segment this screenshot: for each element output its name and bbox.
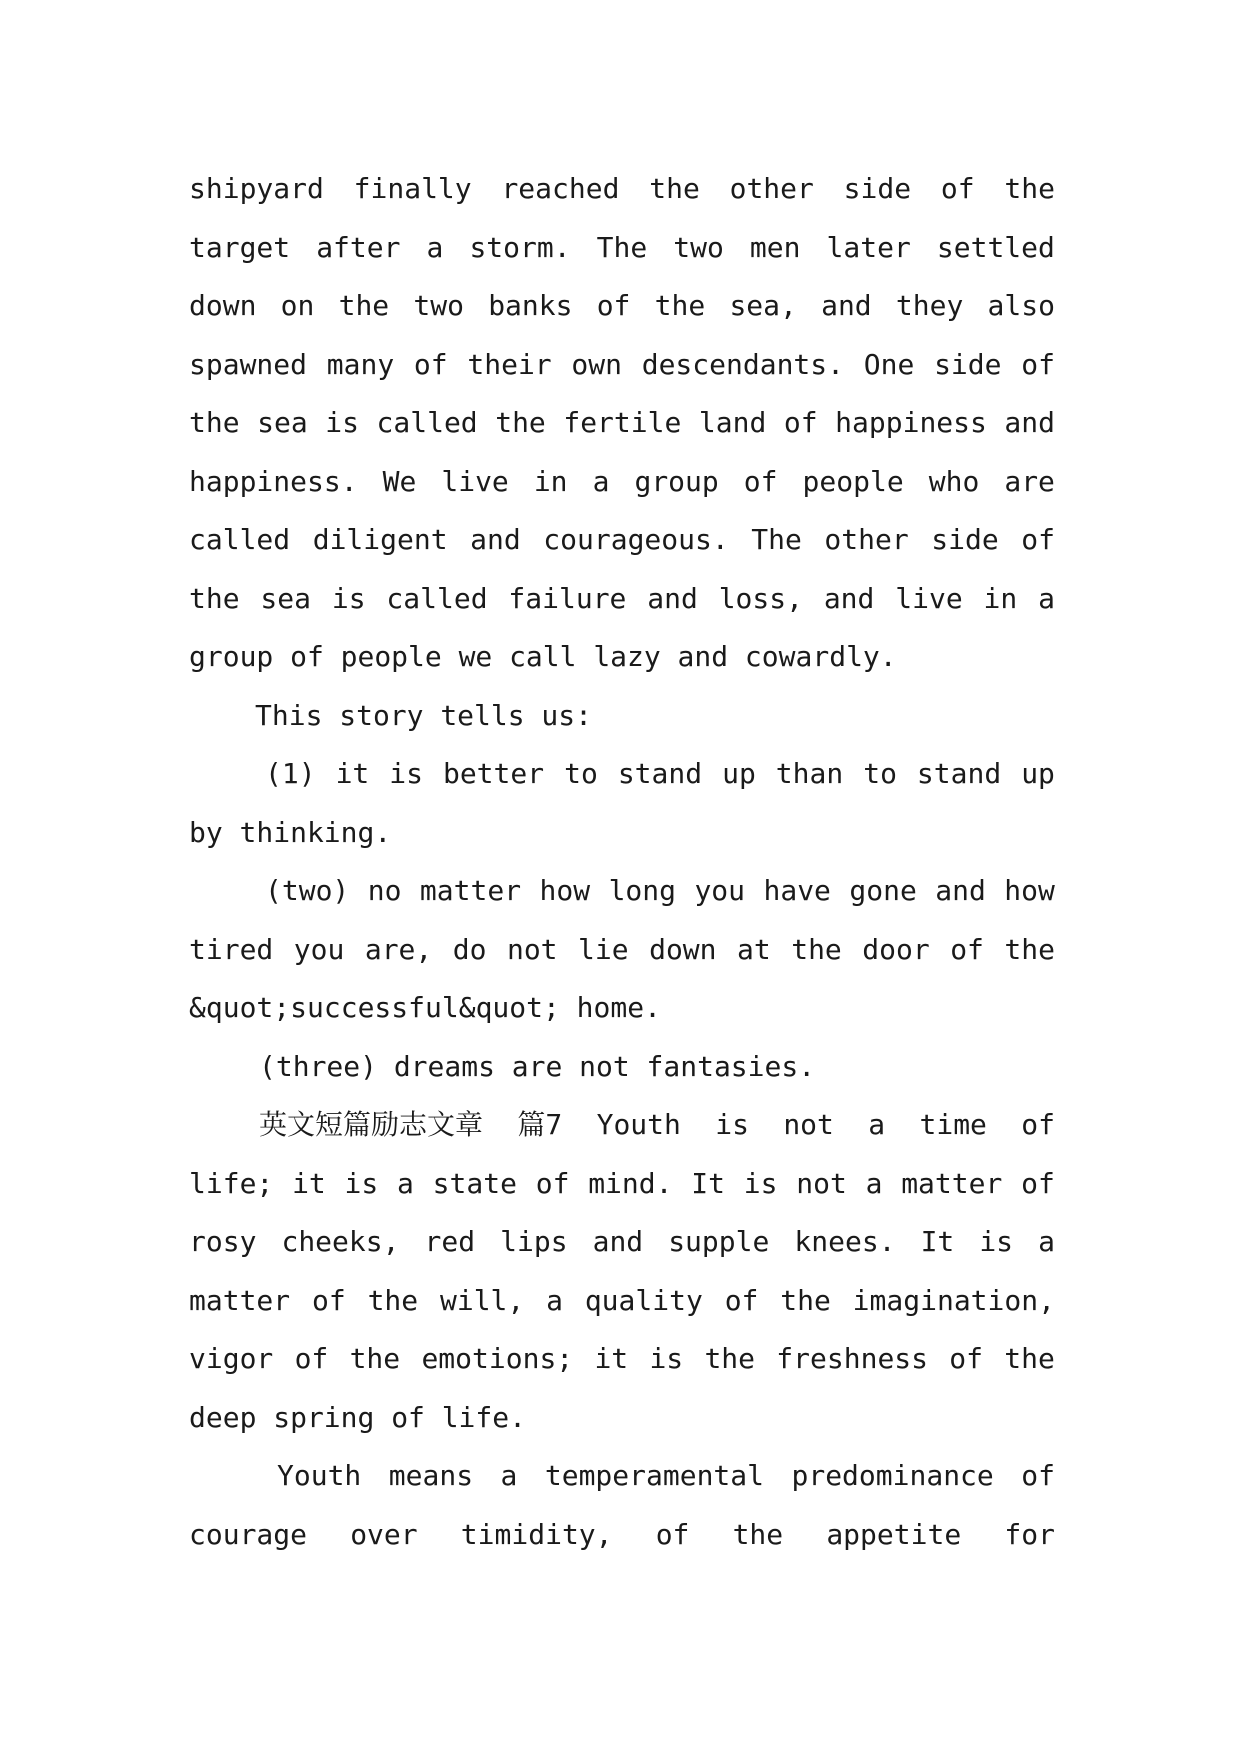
word: descendants. (641, 347, 845, 381)
word: and (821, 289, 872, 322)
word: in (533, 464, 568, 498)
word: are, (364, 932, 433, 966)
word: of (655, 1517, 690, 1551)
text-line (189, 628, 1055, 687)
word: failure (508, 581, 627, 615)
word: do (452, 932, 487, 966)
word: a (1038, 1225, 1055, 1258)
word: is (649, 1342, 684, 1375)
word: of (1021, 1166, 1055, 1200)
word: a (592, 464, 610, 498)
word: and (470, 523, 521, 556)
word: group (189, 640, 274, 673)
word: no (367, 874, 402, 907)
word: we (458, 640, 493, 673)
word: the (704, 1342, 756, 1375)
word: 英文短篇励志文章 (259, 1108, 484, 1141)
text-line (189, 1506, 1055, 1565)
word: One (863, 347, 915, 381)
word: shipyard (189, 172, 324, 205)
word: to (863, 757, 897, 790)
word: vigor (189, 1342, 274, 1375)
word: you (293, 932, 345, 966)
word: is (389, 757, 423, 790)
word: timidity, (460, 1517, 613, 1551)
word: will, (439, 1283, 525, 1317)
word: happiness (835, 406, 987, 439)
word: This (255, 698, 323, 732)
word: own (571, 347, 622, 381)
word: the (654, 289, 706, 322)
text-line (189, 1038, 1055, 1097)
word: not (783, 1108, 834, 1141)
word: of (413, 347, 448, 381)
word: The (596, 230, 648, 264)
word: of (724, 1283, 759, 1317)
word: and (647, 581, 698, 615)
word: tells (440, 698, 525, 732)
word: side (843, 172, 912, 205)
text-line (189, 336, 1055, 395)
word: freshness (776, 1342, 929, 1375)
word: imagination, (852, 1283, 1055, 1317)
word: is (331, 581, 366, 615)
word: of (743, 464, 778, 498)
word: have (763, 874, 831, 907)
word: tired (189, 932, 274, 966)
word: matter (189, 1283, 291, 1317)
word: (three) (259, 1049, 378, 1083)
word: a (868, 1108, 886, 1141)
word: for (1004, 1517, 1055, 1551)
word: the (189, 581, 240, 615)
text-line (189, 1155, 1055, 1214)
word: is (344, 1166, 379, 1200)
word: finally (353, 172, 472, 205)
word: it (335, 757, 370, 790)
text-line (189, 394, 1055, 453)
word: side (931, 523, 999, 556)
word: side (934, 347, 1002, 381)
word: appetite (826, 1517, 962, 1551)
word: cowardly. (744, 640, 897, 673)
word: up (722, 757, 756, 790)
text-line (189, 219, 1055, 278)
word: by (189, 815, 223, 849)
word: the (1004, 172, 1055, 205)
word: the (189, 406, 240, 439)
word: of (312, 1283, 346, 1317)
word: lips (500, 1225, 568, 1258)
word: long (608, 874, 676, 907)
word: land (698, 406, 767, 439)
word: lazy (593, 640, 661, 673)
word: who (928, 464, 980, 498)
word: group (634, 464, 719, 498)
word: matter (901, 1166, 1003, 1200)
word: the (1004, 1342, 1055, 1375)
word: of (290, 640, 324, 673)
word: not (506, 932, 558, 966)
word: the (349, 1342, 401, 1375)
word: cheeks, (281, 1225, 400, 1258)
word: red (424, 1225, 476, 1258)
text-line (189, 1272, 1055, 1331)
word: and (677, 640, 729, 673)
text-line (189, 687, 1055, 746)
word: thinking. (239, 815, 392, 849)
word: courageous. (543, 523, 729, 556)
word: on (280, 289, 315, 322)
word: loss, (718, 581, 803, 615)
word: a (426, 230, 444, 264)
word: two (413, 289, 464, 322)
word: means (388, 1459, 474, 1492)
word: how (539, 874, 591, 907)
word: later (826, 230, 911, 264)
word: happiness. (189, 464, 358, 498)
word: Youth (596, 1108, 681, 1141)
word: dreams (393, 1049, 495, 1083)
word: 篇7 (517, 1108, 563, 1141)
word: life; (189, 1166, 274, 1200)
word: sea (260, 581, 311, 615)
word: is (979, 1225, 1014, 1258)
word: (1) (265, 757, 316, 790)
text-line (189, 1096, 1055, 1155)
word: better (442, 757, 545, 790)
word: temperamental (544, 1459, 765, 1492)
word: We (382, 464, 417, 498)
word: It (691, 1166, 725, 1200)
word: are (511, 1049, 563, 1083)
word: people (340, 640, 442, 673)
word: matter (419, 874, 522, 907)
word: the (780, 1283, 831, 1317)
word: not (796, 1166, 847, 1200)
word: at (737, 932, 771, 966)
word: courage (189, 1517, 308, 1551)
word: called (376, 406, 478, 439)
word: in (983, 581, 1018, 615)
text-line (189, 1330, 1055, 1389)
word: knees. (794, 1225, 896, 1258)
word: other (824, 523, 909, 556)
text-line (189, 277, 1055, 336)
word: of (783, 406, 818, 439)
text-line (189, 1213, 1055, 1272)
word: the (495, 406, 546, 439)
word: than (775, 757, 844, 790)
word: not (579, 1049, 630, 1083)
text-line (189, 745, 1055, 804)
word: and (823, 581, 875, 615)
word: and (592, 1225, 644, 1258)
word: the (791, 932, 842, 966)
word: banks (488, 289, 573, 322)
word: deep (189, 1400, 257, 1434)
word: a (1038, 581, 1055, 615)
word: emotions; (421, 1342, 574, 1375)
word: supple (668, 1225, 770, 1258)
word: the (1004, 932, 1055, 966)
text-line (189, 1447, 1055, 1506)
word: home. (576, 991, 661, 1024)
word: door (862, 932, 930, 966)
word: sea (257, 406, 308, 439)
word: of (1021, 1459, 1055, 1492)
word: it (292, 1166, 326, 1200)
word: and (935, 874, 986, 907)
word: It (920, 1225, 955, 1258)
word: The (751, 523, 802, 556)
word: time (919, 1108, 987, 1141)
text-line (189, 804, 1055, 863)
word: of (1021, 523, 1055, 556)
word: diligent (312, 523, 448, 556)
word: spawned (189, 347, 308, 381)
word: are (1004, 464, 1055, 498)
text-line (189, 160, 1055, 219)
word: and (1004, 406, 1055, 439)
word: call (509, 640, 577, 673)
word: mind. (588, 1166, 673, 1200)
text-line (189, 453, 1055, 512)
word: state (432, 1166, 517, 1200)
word: sea, (729, 289, 797, 322)
word: of (596, 289, 631, 322)
word: is (743, 1166, 778, 1200)
word: a (865, 1166, 883, 1200)
word: many (326, 347, 395, 381)
word: live (441, 464, 509, 498)
text-line (189, 921, 1055, 980)
word: how (1004, 874, 1055, 907)
word: quality (584, 1283, 703, 1317)
word: after (316, 230, 401, 264)
word: called (189, 523, 291, 556)
word: spring (273, 1400, 375, 1434)
word: they (895, 289, 964, 322)
word: the (338, 289, 390, 322)
word: Youth (277, 1459, 362, 1492)
word: people (802, 464, 904, 498)
word: over (350, 1517, 418, 1551)
word: a (500, 1459, 518, 1492)
word: (two) (265, 874, 350, 907)
word: of (391, 1400, 425, 1434)
word: their (467, 347, 552, 381)
word: of (535, 1166, 570, 1200)
word: fantasies. (646, 1049, 816, 1083)
word: men (749, 230, 801, 264)
word: up (1021, 757, 1055, 790)
word: of (949, 1342, 984, 1375)
word: reached (501, 172, 620, 205)
word: of (294, 1342, 329, 1375)
text-line (189, 511, 1055, 570)
word: the (367, 1283, 419, 1317)
word: live (895, 581, 963, 615)
word: stand (617, 757, 703, 790)
word: target (189, 230, 291, 264)
word: it (594, 1342, 629, 1375)
word: also (987, 289, 1055, 322)
word: of (1021, 347, 1055, 381)
word: life. (441, 1400, 526, 1434)
word: down (189, 289, 257, 322)
word: a (546, 1283, 563, 1317)
word: us: (541, 698, 592, 732)
word: down (649, 932, 717, 966)
text-line (189, 862, 1055, 921)
word: &quot;successful&quot; (189, 991, 560, 1024)
word: storm. (469, 230, 571, 264)
word: two (673, 230, 724, 264)
text-line (189, 570, 1055, 629)
word: gone (849, 874, 917, 907)
word: the (649, 172, 700, 205)
word: stand (916, 757, 1002, 790)
text-line (189, 1389, 1055, 1448)
word: you (694, 874, 746, 907)
word: a (397, 1166, 414, 1200)
word: is (325, 406, 359, 439)
word: of (1021, 1108, 1055, 1141)
word: the (732, 1517, 784, 1551)
word: fertile (563, 406, 682, 439)
word: story (339, 698, 424, 732)
word: settled (936, 230, 1055, 264)
text-line (189, 979, 1055, 1038)
word: of (940, 172, 975, 205)
word: to (564, 757, 598, 790)
word: of (950, 932, 984, 966)
word: rosy (189, 1225, 257, 1258)
word: predominance (791, 1459, 994, 1492)
body-text (189, 160, 1055, 1564)
word: is (715, 1108, 749, 1141)
word: lie (578, 932, 629, 966)
word: other (729, 172, 814, 205)
word: called (386, 581, 488, 615)
